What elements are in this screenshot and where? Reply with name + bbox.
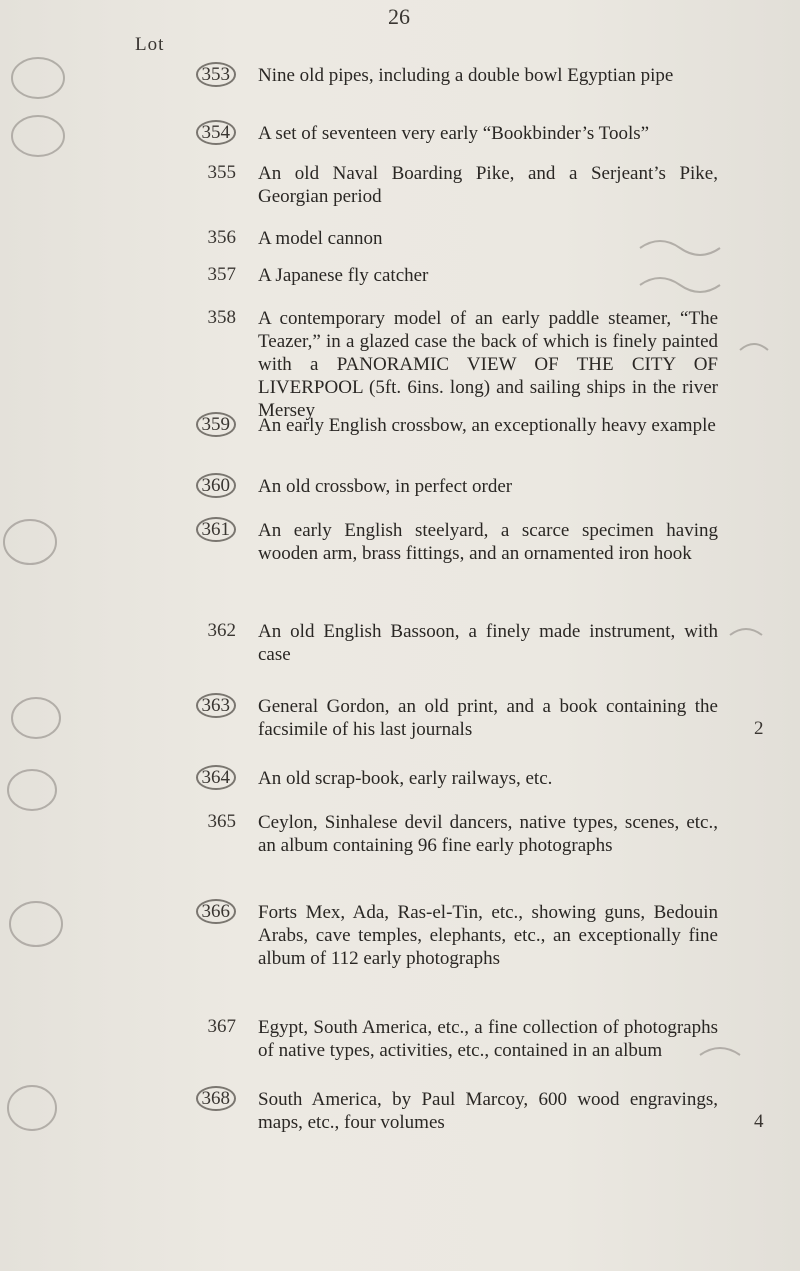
lot-number: 356 (207, 227, 236, 248)
lot-number: 362 (207, 620, 236, 641)
lot-number: 364 (0, 767, 236, 789)
lot-description: Ceylon, Sinhalese devil dancers, native types, scenes, etc., an album containing 96 fine early photographs (258, 812, 718, 856)
lot-quantity: 4 (754, 1111, 764, 1132)
lot-number: 357 (207, 264, 236, 285)
lot-description: An old scrap-book, early railways, etc. (258, 768, 553, 789)
lot-description: A model cannon (258, 228, 383, 249)
lot-number: 355 (207, 162, 236, 183)
lot-description: General Gordon, an old print, and a book containing the facsimile of his last journals (258, 696, 718, 740)
page-number: 26 (388, 4, 410, 29)
lot-description: A set of seventeen very early “Bookbinder’s Tools” (258, 123, 650, 144)
lot-description: Nine old pipes, including a double bowl Egyptian pipe (258, 65, 674, 86)
lot-description: A Japanese fly catcher (258, 265, 429, 286)
lot-number: 359 (0, 414, 236, 436)
lot-number: 366 (0, 901, 236, 923)
lot-description: Forts Mex, Ada, Ras-el-Tin, etc., showing guns, Bedouin Arabs, cave temples, elephants, etc., an exceptionally fine album of 112 early photographs (258, 902, 718, 969)
lot-description: An old Naval Boarding Pike, and a Serjeant’s Pike, Georgian period (258, 163, 718, 207)
lot-column-header: Lot (135, 34, 165, 55)
lot-description: A contemporary model of an early paddle steamer, “The Teazer,” in a glazed case the back of which is finely painted with a PANORAMIC VIEW OF THE CITY OF LIVERPOOL (5ft. 6ins. long) and sailing ships in the river Mersey (258, 308, 718, 421)
lot-number: 363 (0, 695, 236, 717)
lot-description: South America, by Paul Marcoy, 600 wood engravings, maps, etc., four volumes (258, 1089, 718, 1133)
lot-description: An early English crossbow, an exceptionally heavy example (258, 415, 716, 436)
lot-number: 368 (0, 1088, 236, 1110)
lot-number: 353 (0, 64, 236, 86)
lot-description: An early English steelyard, a scarce specimen having wooden arm, brass fittings, and an ornamented iron hook (258, 520, 718, 564)
lot-number: 360 (0, 475, 236, 497)
lot-description: An old crossbow, in perfect order (258, 476, 513, 497)
lot-number: 367 (207, 1016, 236, 1037)
lot-quantity: 2 (754, 718, 764, 739)
lot-description: Egypt, South America, etc., a fine collection of photographs of native types, activities, etc., contained in an album (258, 1017, 718, 1061)
lot-number: 358 (207, 307, 236, 328)
lot-number: 361 (0, 519, 236, 541)
lot-number: 365 (207, 811, 236, 832)
lot-number: 354 (0, 122, 236, 144)
lot-description: An old English Bassoon, a finely made instrument, with case (258, 621, 718, 665)
